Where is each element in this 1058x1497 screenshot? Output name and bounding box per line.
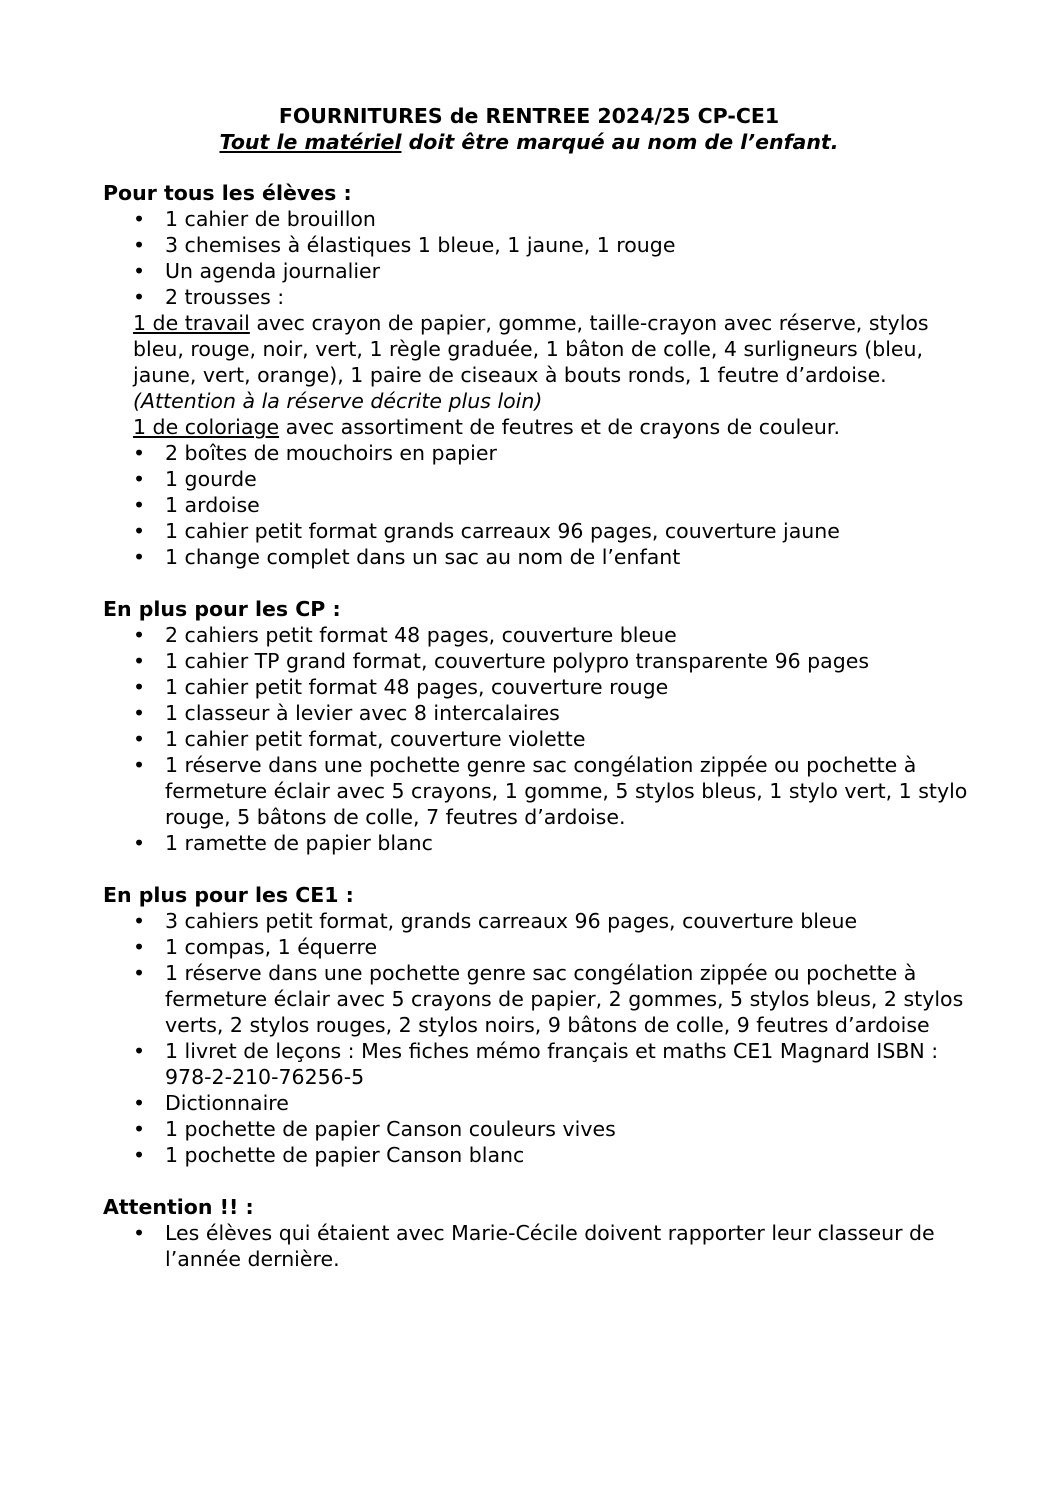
trousse-coloriage-paragraph bbox=[103, 414, 973, 440]
list-item bbox=[103, 726, 973, 752]
item-text: Dictionnaire bbox=[165, 1091, 289, 1115]
bullet-icon: • bbox=[133, 1117, 146, 1141]
list-item bbox=[103, 232, 973, 258]
list-item bbox=[103, 1038, 973, 1090]
trousse-travail-label: 1 de travail bbox=[133, 311, 250, 335]
section-tous bbox=[103, 180, 973, 570]
list-item bbox=[103, 206, 973, 232]
title-block bbox=[0, 103, 1058, 155]
item-text: 1 cahier petit format 48 pages, couverture rouge bbox=[165, 675, 669, 699]
item-text: 3 chemises à élastiques 1 bleue, 1 jaune, 1 rouge bbox=[165, 233, 676, 257]
subtitle-rest: doit être marqué au nom de l’enfant. bbox=[401, 130, 839, 154]
item-text: 1 cahier petit format grands carreaux 96 pages, couverture jaune bbox=[165, 519, 840, 543]
item-text: 1 pochette de papier Canson blanc bbox=[165, 1143, 525, 1167]
item-text: 1 ardoise bbox=[165, 493, 260, 517]
bullet-icon: • bbox=[133, 545, 146, 569]
bullet-icon: • bbox=[133, 519, 146, 543]
list-item bbox=[103, 700, 973, 726]
item-text: 3 cahiers petit format, grands carreaux 96 pages, couverture bleue bbox=[165, 909, 858, 933]
bullet-icon: • bbox=[133, 285, 146, 309]
section-heading: En plus pour les CE1 : bbox=[103, 883, 354, 907]
item-text: 1 cahier petit format, couverture violette bbox=[165, 727, 586, 751]
section-heading: Attention !! : bbox=[103, 1195, 254, 1219]
trousse-travail-paragraph bbox=[103, 310, 973, 414]
bullet-icon: • bbox=[133, 493, 146, 517]
section-heading: En plus pour les CP : bbox=[103, 597, 341, 621]
trousse-travail-note: (Attention à la réserve décrite plus loin) bbox=[133, 389, 543, 413]
list-item bbox=[103, 440, 973, 466]
bullet-icon: • bbox=[133, 623, 146, 647]
trousse-coloriage-label: 1 de coloriage bbox=[133, 415, 280, 439]
item-text: 1 réserve dans une pochette genre sac congélation zippée ou pochette à fermeture éclair avec 5 crayons de papier, 2 gommes, 5 stylos bleus, 2 stylos verts, 2 stylos rouges, 2 stylos noirs, 9 bâtons de colle, 9 feutres d’ardoise bbox=[165, 961, 964, 1037]
list-item bbox=[103, 908, 973, 934]
list-item bbox=[103, 466, 973, 492]
bullet-icon: • bbox=[133, 1091, 146, 1115]
list-item bbox=[103, 960, 973, 1038]
list-item bbox=[103, 1090, 973, 1116]
bullet-icon: • bbox=[133, 727, 146, 751]
item-text: 1 livret de leçons : Mes fiches mémo français et maths CE1 Magnard ISBN : 978-2-210-76256-5 bbox=[165, 1039, 939, 1089]
subtitle-underlined: Tout le matériel bbox=[219, 130, 402, 154]
item-text: 1 classeur à levier avec 8 intercalaires bbox=[165, 701, 560, 725]
item-text: 2 trousses : bbox=[165, 285, 285, 309]
list-item bbox=[103, 492, 973, 518]
item-text: 2 boîtes de mouchoirs en papier bbox=[165, 441, 497, 465]
item-text: 1 ramette de papier blanc bbox=[165, 831, 433, 855]
item-list bbox=[103, 206, 973, 310]
item-text: 1 change complet dans un sac au nom de l’enfant bbox=[165, 545, 681, 569]
list-item bbox=[103, 752, 973, 830]
item-list bbox=[103, 440, 973, 570]
bullet-icon: • bbox=[133, 207, 146, 231]
item-text: 1 réserve dans une pochette genre sac congélation zippée ou pochette à fermeture éclair avec 5 crayons, 1 gomme, 5 stylos bleus, 1 stylo vert, 1 stylo rouge, 5 bâtons de colle, 7 feutres d’ardoise. bbox=[165, 753, 968, 829]
list-item bbox=[103, 1116, 973, 1142]
section-cp bbox=[103, 596, 973, 856]
item-text: 1 gourde bbox=[165, 467, 257, 491]
item-text: 2 cahiers petit format 48 pages, couverture bleue bbox=[165, 623, 677, 647]
document-subtitle bbox=[0, 129, 1058, 155]
list-item bbox=[103, 518, 973, 544]
item-text: 1 compas, 1 équerre bbox=[165, 935, 378, 959]
bullet-icon: • bbox=[133, 233, 146, 257]
item-list bbox=[103, 622, 973, 856]
list-item bbox=[103, 830, 973, 856]
item-text: 1 cahier TP grand format, couverture polypro transparente 96 pages bbox=[165, 649, 870, 673]
item-text: 1 cahier de brouillon bbox=[165, 207, 376, 231]
list-item bbox=[103, 284, 973, 310]
bullet-icon: • bbox=[133, 961, 146, 985]
bullet-icon: • bbox=[133, 701, 146, 725]
list-item bbox=[103, 258, 973, 284]
trousse-coloriage-text: avec assortiment de feutres et de crayons de couleur. bbox=[279, 415, 840, 439]
item-text: Les élèves qui étaient avec Marie-Cécile doivent rapporter leur classeur de l’année dernière. bbox=[165, 1221, 935, 1271]
bullet-icon: • bbox=[133, 753, 146, 777]
section-heading: Pour tous les élèves : bbox=[103, 181, 352, 205]
bullet-icon: • bbox=[133, 831, 146, 855]
bullet-icon: • bbox=[133, 1143, 146, 1167]
bullet-icon: • bbox=[133, 935, 146, 959]
list-item bbox=[103, 674, 973, 700]
bullet-icon: • bbox=[133, 675, 146, 699]
list-item bbox=[103, 544, 973, 570]
bullet-icon: • bbox=[133, 467, 146, 491]
item-text: 1 pochette de papier Canson couleurs vives bbox=[165, 1117, 616, 1141]
trousse-travail-text: avec crayon de papier, gomme, taille-crayon avec réserve, stylos bleu, rouge, noir, vert, 1 règle graduée, 1 bâton de colle, 4 surligneurs (bleu, jaune, vert, orange), 1 paire de ciseaux à bouts ronds, 1 feutre d’ardoise. bbox=[133, 311, 929, 387]
bullet-icon: • bbox=[133, 1221, 146, 1245]
list-item bbox=[103, 1142, 973, 1168]
list-item bbox=[103, 622, 973, 648]
bullet-icon: • bbox=[133, 649, 146, 673]
section-ce1 bbox=[103, 882, 973, 1168]
list-item bbox=[103, 934, 973, 960]
item-list bbox=[103, 1220, 973, 1272]
list-item bbox=[103, 1220, 973, 1272]
section-attention bbox=[103, 1194, 973, 1272]
list-item bbox=[103, 648, 973, 674]
bullet-icon: • bbox=[133, 1039, 146, 1063]
bullet-icon: • bbox=[133, 909, 146, 933]
bullet-icon: • bbox=[133, 441, 146, 465]
document-title: FOURNITURES de RENTREE 2024/25 CP-CE1 bbox=[278, 104, 780, 128]
bullet-icon: • bbox=[133, 259, 146, 283]
item-text: Un agenda journalier bbox=[165, 259, 381, 283]
document-content bbox=[103, 180, 973, 1298]
item-list bbox=[103, 908, 973, 1168]
